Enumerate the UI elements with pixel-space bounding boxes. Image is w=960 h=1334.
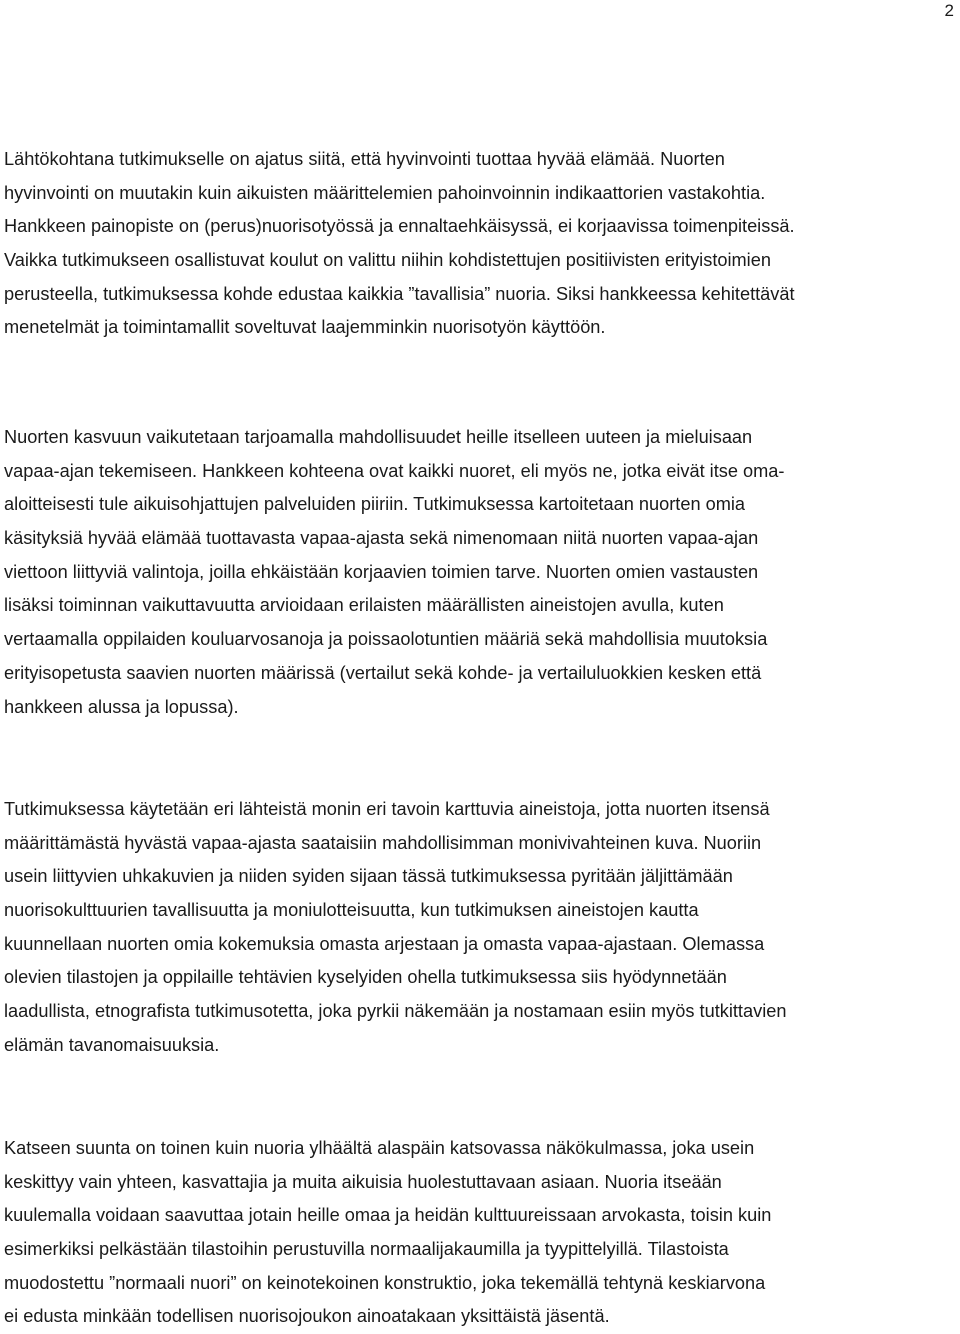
text-line: Tutkimuksessa käytetään eri lähteistä monin eri tavoin karttuvia aineistoja, jotta nuorten itsensä (4, 799, 770, 819)
text-line: nuorisokulttuurien tavallisuutta ja moniulotteisuutta, kun tutkimuksen aineistojen kautta (4, 900, 699, 921)
text-line: keskittyy vain yhteen, kasvattajia ja muita aikuisia huolestuttavaan asiaan. Nuoria itseään (4, 1171, 722, 1192)
text-line: perusteella, tutkimuksessa kohde edustaa kaikkia ”tavallisia” nuoria. Siksi hankkeessa kehitettävät (4, 283, 795, 304)
text-line: käsityksiä hyvää elämää tuottavasta vapaa-ajasta sekä nimenomaan niitä nuorten vapaa-ajan (4, 528, 759, 549)
text-line: olevien tilastojen ja oppilaille tehtävien kyselyiden ohella tutkimuksessa siis hyödynnetään (4, 967, 727, 988)
text-line: Lähtökohtana tutkimukselle on ajatus siitä, että hyvinvointi tuottaa hyvää elämää. Nuorten (4, 149, 725, 169)
paragraph-1 (4, 143, 956, 345)
text-line: erityisopetusta saavien nuorten määrissä (vertailut sekä kohde- ja vertailuluokkien kesken että (4, 662, 762, 683)
text-line: viettoon liittyviä valintoja, joilla ehkäistään korjaavien toimien tarve. Nuorten omien vastausten (4, 561, 759, 582)
text-line: määrittämästä hyvästä vapaa-ajasta saataisiin mahdollisimman monivivahteinen kuva. Nuoriin (4, 832, 762, 853)
text-line: Nuorten kasvuun vaikutetaan tarjoamalla mahdollisuudet heille itselleen uuteen ja mieluisaan (4, 427, 753, 447)
paragraph-3 (4, 793, 956, 1063)
text-line: Katseen suunta on toinen kuin nuoria ylhäältä alaspäin katsovassa näkökulmassa, joka usein (4, 1138, 755, 1158)
text-line: laadullista, etnografista tutkimusotetta, joka pyrkii näkemään ja nostamaan esiin myös tutkittavien (4, 1001, 787, 1022)
page-number: 2 (944, 1, 954, 20)
text-line: esimerkiksi pelkästään tilastoihin perustuvilla normaalijakaumilla ja tyypittelyillä. Tilastoista (4, 1239, 729, 1260)
text-line: Vaikka tutkimukseen osallistuvat koulut on valittu niihin kohdistettujen positiivisten erityistoimien (4, 250, 771, 271)
text-line: kuunnellaan nuorten omia kokemuksia omasta arjestaan ja omasta vapaa-ajastaan. Olemassa (4, 933, 765, 954)
text-line: aloitteisesti tule aikuisohjattujen palveluiden piiriin. Tutkimuksessa kartoitetaan nuorten omia (4, 494, 746, 515)
text-line: ei edusta minkään todellisen nuorisojoukon ainoatakaan yksittäistä jäsentä. (4, 1306, 610, 1327)
text-line: hyvinvointi on muutakin kuin aikuisten määrittelemien pahoinvoinnin indikaattorien vastakohtia. (4, 182, 766, 203)
text-line: Hankkeen painopiste on (perus)nuorisotyössä ja ennaltaehkäisyssä, ei korjaavissa toimenpiteissä. (4, 216, 795, 237)
text-line: elämän tavanomaisuuksia. (4, 1034, 220, 1055)
paragraph-2 (4, 421, 956, 724)
text-line: kuulemalla voidaan saavuttaa jotain heille omaa ja heidän kulttuureissaan arvokasta, toisin kuin (4, 1205, 772, 1226)
paragraph-4 (4, 1132, 956, 1334)
text-line: usein liittyvien uhkakuvien ja niiden syiden sijaan tässä tutkimuksessa pyritään jäljittämään (4, 866, 733, 887)
text-line: hankkeen alussa ja lopussa). (4, 696, 239, 717)
text-line: muodostettu ”normaali nuori” on keinotekoinen konstruktio, joka tekemällä tehtynä keskiarvona (4, 1272, 766, 1293)
text-line: vapaa-ajan tekemiseen. Hankkeen kohteena ovat kaikki nuoret, eli myös ne, jotka eivät itse oma- (4, 460, 785, 481)
text-line: menetelmät ja toimintamallit soveltuvat laajemminkin nuorisotyön käyttöön. (4, 317, 606, 338)
text-line: lisäksi toiminnan vaikuttavuutta arvioidaan erilaisten määrällisten aineistojen avulla, kuten (4, 595, 724, 616)
text-line: vertaamalla oppilaiden kouluarvosanoja ja poissaolotuntien määriä sekä mahdollisia muutoksia (4, 629, 768, 650)
